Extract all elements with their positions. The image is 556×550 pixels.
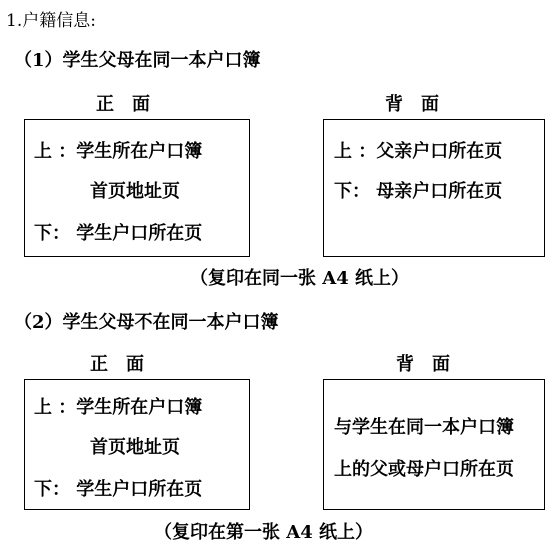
case2-front-box: [24, 379, 250, 510]
case2-back-line1: 与学生在同一本户口簿: [334, 417, 514, 438]
case1-back-box: [323, 119, 545, 257]
case1-front-box: [24, 119, 250, 257]
case1-front-line3: 下： 学生户口所在页: [34, 223, 203, 244]
section-heading: 1.户籍信息:: [6, 11, 96, 31]
case1-back-label: 背 面: [385, 94, 439, 115]
case1-note: （复印在同一张 A4 纸上）: [190, 268, 410, 289]
case1-front-line2: 首页地址页: [90, 181, 180, 202]
case2-back-line2: 上的父或母户口所在页: [334, 459, 514, 480]
case2-front-line2: 首页地址页: [90, 437, 180, 458]
case2-note: （复印在第一张 A4 纸上）: [154, 522, 374, 543]
case1-back-line1: 上 ：父亲户口所在页: [334, 141, 503, 162]
case1-back-line2: 下： 母亲户口所在页: [334, 181, 503, 202]
case2-front-line3: 下： 学生户口所在页: [34, 479, 203, 500]
case2-front-label: 正 面: [90, 354, 144, 375]
case1-title: （1）学生父母在同一本户口簿: [14, 50, 261, 71]
case2-front-line1: 上 ：学生所在户口簿: [34, 397, 203, 418]
case1-front-line1: 上 ：学生所在户口簿: [34, 141, 203, 162]
case2-back-label: 背 面: [396, 354, 450, 375]
case1-front-label: 正 面: [96, 94, 150, 115]
case2-title: （2）学生父母不在同一本户口簿: [14, 312, 279, 333]
case2-back-box: [323, 379, 545, 510]
